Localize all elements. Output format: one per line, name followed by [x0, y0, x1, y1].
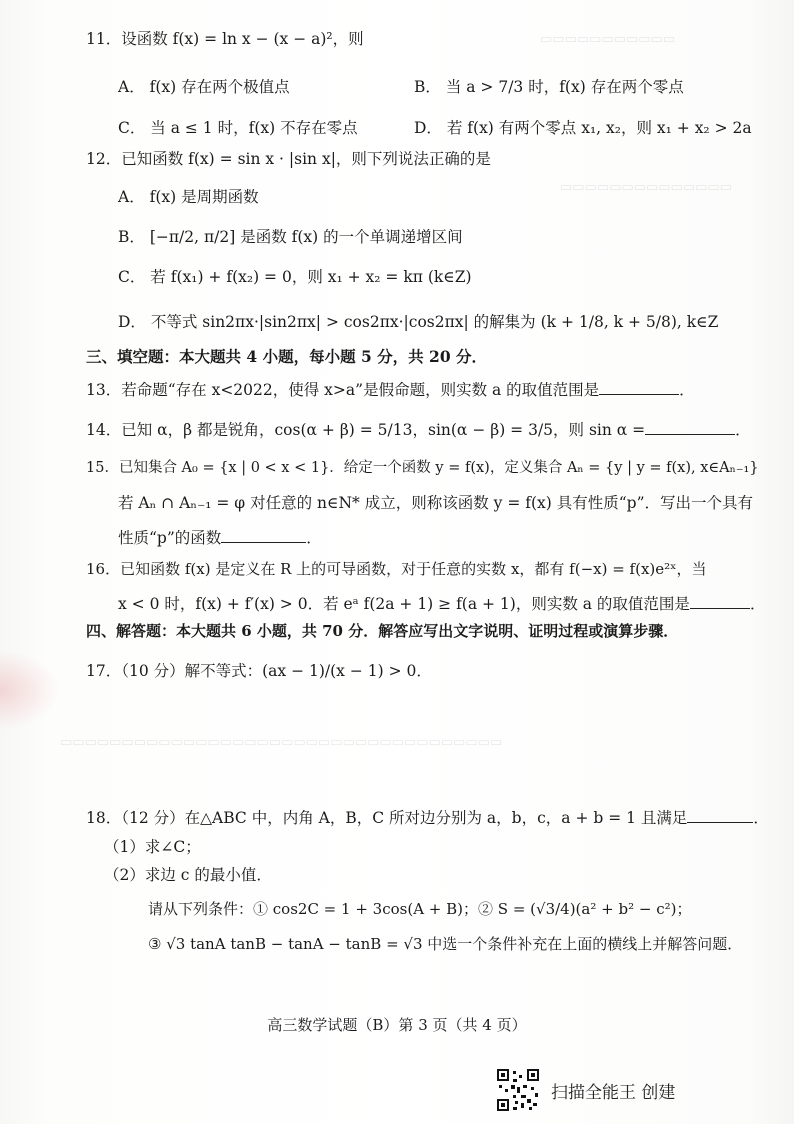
- qr-code-icon: [495, 1067, 541, 1113]
- q11-option-a: A． f(x) 存在两个极值点: [118, 78, 290, 96]
- q13-text: 13．若命题“存在 x<2022，使得 x>a”是假命题，则实数 a 的取值范围是 ．: [86, 381, 695, 399]
- q18-conditions-1: 请从下列条件：① cos2C = 1 + 3cos(A + B)；② S = (√3/4)(a² + b² − c²)；: [148, 900, 692, 918]
- q18-conditions-2: ③ √3 tanA tanB − tanA − tanB = √3 中选一个条件补充在上面的横线上并解答问题．: [148, 935, 743, 953]
- answer-blank: [645, 420, 735, 435]
- q15-line1: 15．已知集合 A₀ = {x | 0 < x < 1}．给定一个函数 y = f(x)，定义集合 Aₙ = {y | y = f(x), x∈Aₙ₋₁}: [86, 460, 759, 476]
- q11-option-c: C． 当 a ≤ 1 时，f(x) 不存在零点: [118, 119, 358, 137]
- q12-option-d: D． 不等式 sin2πx·|sin2πx| > cos2πx·|cos2πx| 的解集为 (k + 1/8, k + 5/8), k∈Z: [118, 313, 719, 331]
- answer-blank: [599, 380, 679, 395]
- page-footer: 高三数学试题（B）第 3 页（共 4 页）: [267, 1016, 527, 1034]
- q17-text: 17．（10 分）解不等式：(ax − 1)/(x − 1) > 0．: [86, 662, 432, 680]
- q18-stem: 18．（12 分）在△ABC 中，内角 A，B，C 所对边分别为 a，b，c，a + b = 1 且满足 ．: [86, 809, 769, 827]
- q18-part2: （2）求边 c 的最小值．: [104, 866, 272, 884]
- q11-option-b: B． 当 a > 7/3 时，f(x) 存在两个零点: [414, 78, 684, 96]
- stain: [0, 650, 60, 730]
- bleed-through: ▭▭▭▭▭▭▭▭▭▭▭▭▭▭▭▭▭▭▭▭▭▭▭▭▭▭▭▭▭▭▭▭▭▭▭▭: [60, 735, 503, 750]
- bleed-through: ▭▭▭▭▭▭▭▭▭▭▭▭▭▭: [560, 180, 732, 195]
- bleed-through: ▭▭▭▭▭▭▭▭▭▭▭: [540, 32, 676, 47]
- section-4-heading: 四、解答题：本大题共 6 小题，共 70 分．解答应写出文字说明、证明过程或演算步骤．: [86, 622, 679, 640]
- q16-line2: x < 0 时，f(x) + f′(x) > 0．若 eᵃ f(2a + 1) ≥ f(a + 1)，则实数 a 的取值范围是 ．: [118, 595, 766, 613]
- q12-option-c: C． 若 f(x₁) + f(x₂) = 0，则 x₁ + x₂ = kπ (k∈Z): [118, 268, 472, 286]
- q15-line3: 性质“p”的函数 ．: [118, 529, 322, 547]
- q12-option-a: A． f(x) 是周期函数: [118, 188, 259, 206]
- scanner-label: 扫描全能王 创建: [551, 1082, 676, 1103]
- q15-line2: 若 Aₙ ∩ Aₙ₋₁ = φ 对任意的 n∈N* 成立，则称该函数 y = f(x) 具有性质“p”．写出一个具有: [118, 494, 754, 512]
- q12-stem: 12．已知函数 f(x) = sin x · |sin x|，则下列说法正确的是: [86, 150, 491, 168]
- q11-stem: 11．设函数 f(x) = ln x − (x − a)²，则: [86, 30, 364, 48]
- answer-blank: [690, 594, 750, 609]
- q14-text: 14．已知 α，β 都是锐角，cos(α + β) = 5/13，sin(α − β) = 3/5，则 sin α = ．: [86, 421, 751, 439]
- q11-option-d: D． 若 f(x) 有两个零点 x₁, x₂，则 x₁ + x₂ > 2a: [414, 119, 752, 137]
- scanner-watermark: [495, 1067, 675, 1113]
- q16-line1: 16．已知函数 f(x) 是定义在 R 上的可导函数，对于任意的实数 x，都有 f(−x) = f(x)e²ˣ，当: [86, 560, 707, 578]
- q12-option-b: B． [−π/2, π/2] 是函数 f(x) 的一个单调递增区间: [118, 228, 463, 246]
- section-3-heading: 三、填空题：本大题共 4 小题，每小题 5 分，共 20 分．: [86, 347, 488, 366]
- q18-part1: （1）求∠C；: [104, 838, 201, 856]
- answer-blank: [687, 808, 753, 823]
- answer-blank: [221, 528, 306, 543]
